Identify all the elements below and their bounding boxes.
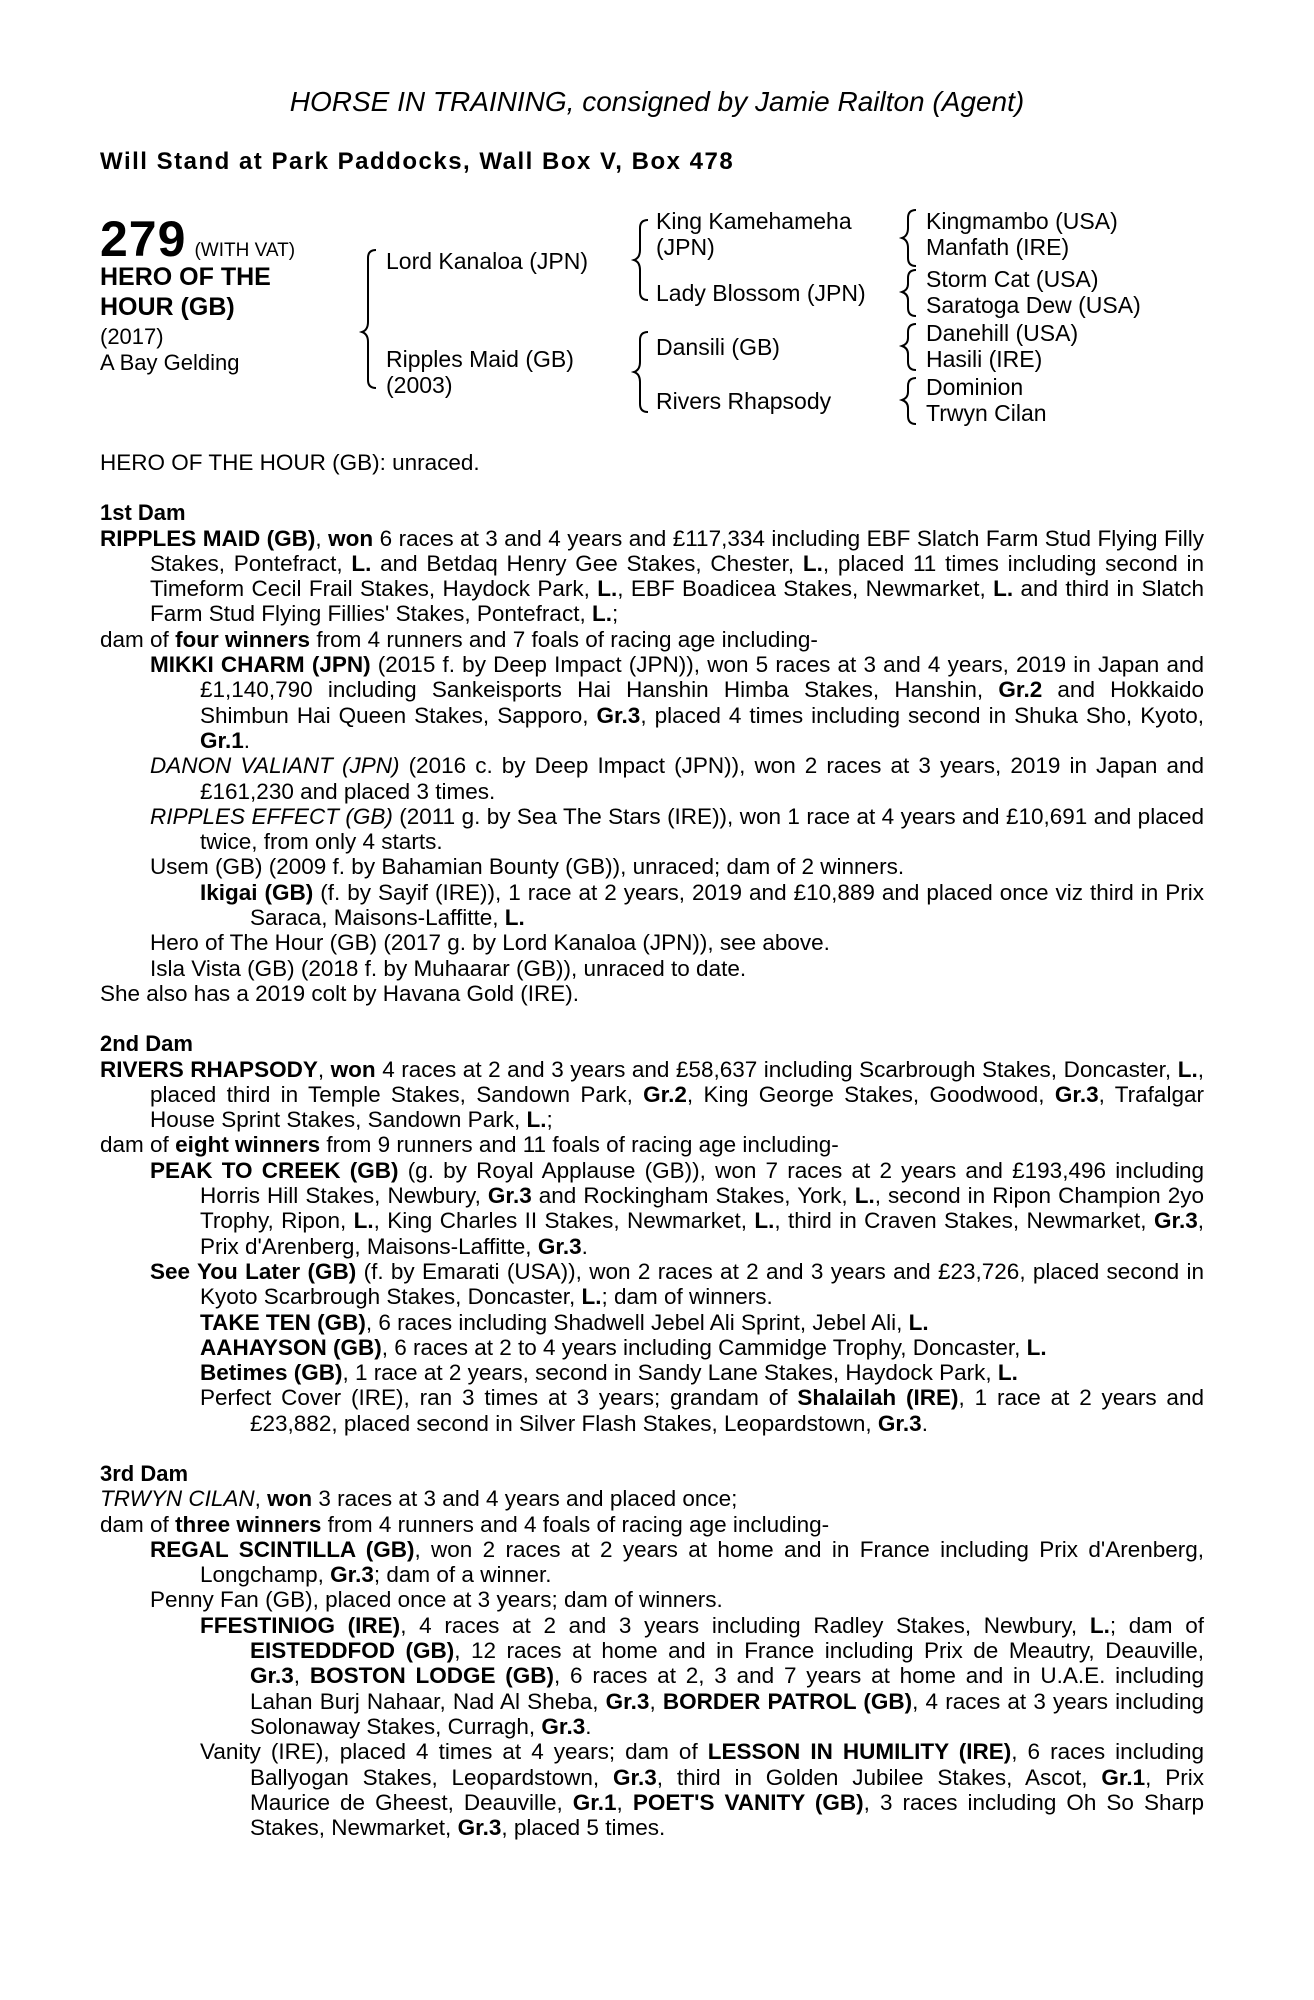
first-dam-heading: 1st Dam [100, 500, 186, 526]
produce-vanity: Vanity (IRE), placed 4 times at 4 years; dam of LESSON IN HUMILITY (IRE), 6 races including Ballyogan Stakes, Leopardstown, Gr.3, third in Golden Jubilee Stakes, Ascot, Gr.1, Prix Maurice de Gheest, Deauville, Gr.1, POET'S VANITY (GB), 3 races including Oh So Sharp Stakes, Newmarket, Gr.3, placed 5 times. [200, 1739, 1204, 1841]
produce-colt-note: She also has a 2019 colt by Havana Gold (IRE). [100, 980, 580, 1006]
produce-mikki-charm: MIKKI CHARM (JPN) (2015 f. by Deep Impact (JPN)), won 5 races at 3 and 4 years, 2019 in Japan and £1,140,790 including Sankeisports Hai Hanshin Himba Stakes, Hanshin, Gr.2 and Hokkaido Shimbun Hai Queen Stakes, Sapporo, Gr.3, placed 4 times including second in Shuka Sho, Kyoto, Gr.1. [150, 652, 1204, 753]
pedigree-sire-sire [656, 208, 852, 260]
produce-ripples-effect: RIPPLES EFFECT (GB) (2011 g. by Sea The Stars (IRE)), won 1 race at 4 years and £10,691 and placed twice, from only 4 starts. [150, 803, 1204, 855]
pedigree-ssd: Manfath (IRE) [926, 234, 1070, 260]
pedigree-sire: Lord Kanaloa (JPN) [386, 248, 588, 274]
produce-take-ten: TAKE TEN (GB), 6 races including Shadwell Jebel Ali Sprint, Jebel Ali, L. [200, 1309, 929, 1335]
pedigree-dam-dam: Rivers Rhapsody [656, 388, 832, 414]
pedigree-sdd: Saratoga Dew (USA) [926, 292, 1141, 318]
produce-hero: Hero of The Hour (GB) (2017 g. by Lord Kanaloa (JPN)), see above. [150, 930, 830, 956]
pedigree-dam-name: Ripples Maid (GB) [386, 346, 574, 372]
brace-sire [634, 220, 648, 300]
produce-penny-fan: Penny Fan (GB), placed once at 3 years; dam of winners. [150, 1587, 723, 1613]
produce-ikigai: Ikigai (GB) (f. by Sayif (IRE)), 1 race at 2 years, 2019 and £10,889 and placed once viz third in Prix Saraca, Maisons-Laffitte, L. [200, 879, 1204, 931]
third-dam-produce-summary: dam of three winners from 4 runners and 4 foals of racing age including- [100, 1511, 830, 1537]
consignment-line: HORSE IN TRAINING, consigned by Jamie Railton (Agent) [289, 86, 1025, 117]
second-dam-heading: 2nd Dam [100, 1031, 193, 1057]
produce-ffestiniog: FFESTINIOG (IRE), 4 races at 2 and 3 years including Radley Stakes, Newbury, L.; dam of EISTEDDFOD (GB), 12 races at home and in France including Prix de Meautry, Deauville, Gr.3, BOSTON LODGE (GB), 6 races at 2, 3 and 7 years at home and in U.A.E. including Lahan Burj Nahaar, Nad Al Sheba, Gr.3, BORDER PATROL (GB), 4 races at 3 years including Solonaway Stakes, Curragh, Gr.3. [200, 1612, 1204, 1739]
produce-isla-vista: Isla Vista (GB) (2018 f. by Muhaarar (GB)), unraced to date. [150, 955, 747, 981]
pedigree-dds: Dominion [926, 374, 1024, 400]
produce-see-you-later: See You Later (GB) (f. by Emarati (USA)), won 2 races at 2 and 3 years and £23,726, placed second in Kyoto Scarbrough Stakes, Doncaster, L.; dam of winners. [150, 1258, 1204, 1310]
produce-aahayson: AAHAYSON (GB), 6 races at 2 to 4 years including Cammidge Trophy, Doncaster, L. [200, 1334, 1047, 1360]
first-dam-record: RIPPLES MAID (GB), won 6 races at 3 and 4 years and £117,334 including EBF Slatch Farm Stud Flying Filly Stakes, Pontefract, L. and Betdaq Henry Gee Stakes, Chester, L., placed 11 times including second in Timeform Cecil Frail Stakes, Haydock Park, L., EBF Boadicea Stakes, Newmarket, L. and third in Slatch Farm Stud Flying Fillies' Stakes, Pontefract, L.; [100, 525, 1204, 627]
third-dam-record: TRWYN CILAN, won 3 races at 3 and 4 years and placed once; [100, 1486, 738, 1512]
brace-dam [634, 332, 648, 412]
second-dam-produce-summary: dam of eight winners from 9 runners and 11 foals of racing age including- [100, 1132, 839, 1158]
brace-gen1 [362, 250, 376, 388]
second-dam-record: RIVERS RHAPSODY, won 4 races at 2 and 3 years and £58,637 including Scarbrough Stakes, Doncaster, L., placed third in Temple Stakes, Sandown Park, Gr.2, King George Stakes, Goodwood, Gr.3, Trafalgar House Sprint Stakes, Sandown Park, L.; [100, 1056, 1204, 1133]
pedigree-dss: Danehill (USA) [926, 320, 1079, 346]
produce-peak-to-creek: PEAK TO CREEK (GB) (g. by Royal Applause (GB)), won 7 races at 2 years and £193,496 including Horris Hill Stakes, Newbury, Gr.3 and Rockingham Stakes, York, L., second in Ripon Champion 2yo Trophy, Ripon, L., King Charles II Stakes, Newmarket, L., third in Craven Stakes, Newmarket, Gr.3, Prix d'Arenberg, Maisons-Laffitte, Gr.3. [150, 1157, 1205, 1259]
produce-danon-valiant: DANON VALIANT (JPN) (2016 c. by Deep Impact (JPN)), won 2 races at 3 years, 2019 in Japan and £161,230 and placed 3 times. [150, 753, 1204, 804]
brace-ss [902, 210, 916, 266]
pedigree-sds: Storm Cat (USA) [926, 266, 1099, 292]
produce-betimes: Betimes (GB), 1 race at 2 years, second in Sandy Lane Stakes, Haydock Park, L. [200, 1360, 1018, 1386]
brace-dd [902, 378, 916, 424]
pedigree-ss-line1: King Kamehameha [656, 208, 852, 234]
pedigree-sire-dam: Lady Blossom (JPN) [656, 280, 866, 306]
horse-year: (2017) [100, 324, 164, 349]
first-dam-produce-summary: dam of four winners from 4 runners and 7 foals of racing age including- [100, 626, 818, 652]
brace-ds [902, 324, 916, 370]
pedigree-dsd: Hasili (IRE) [926, 346, 1043, 372]
brace-sd [902, 270, 916, 316]
horse-description: A Bay Gelding [100, 350, 240, 375]
produce-perfect-cover: Perfect Cover (IRE), ran 3 times at 3 years; grandam of Shalailah (IRE), 1 race at 2 years and £23,882, placed second in Silver Flash Stakes, Leopardstown, Gr.3. [200, 1385, 1204, 1436]
pedigree-sss: Kingmambo (USA) [926, 208, 1118, 234]
catalogue-body [100, 450, 1204, 1840]
third-dam-heading: 3rd Dam [100, 1460, 189, 1486]
vat-note: (WITH VAT) [194, 240, 296, 261]
produce-usem: Usem (GB) (2009 f. by Bahamian Bounty (GB)), unraced; dam of 2 winners. [150, 854, 905, 880]
horse-name-line2: HOUR (GB) [100, 293, 235, 321]
pedigree-dam-sire: Dansili (GB) [656, 334, 780, 360]
pedigree-dam [386, 346, 574, 398]
race-summary: HERO OF THE HOUR (GB): unraced. [100, 450, 480, 475]
lot-number: 279 [100, 211, 187, 267]
pedigree-dam-year: (2003) [386, 372, 453, 398]
horse-name-line1: HERO OF THE [100, 263, 271, 291]
pedigree-ss-line2: (JPN) [656, 234, 715, 260]
pedigree-ddd: Trwyn Cilan [926, 400, 1047, 426]
produce-regal-scintilla: REGAL SCINTILLA (GB), won 2 races at 2 years at home and in France including Prix d'Arenberg, Longchamp, Gr.3; dam of a winner. [150, 1536, 1205, 1588]
stand-location: Will Stand at Park Paddocks, Wall Box V, Box 478 [100, 148, 735, 175]
